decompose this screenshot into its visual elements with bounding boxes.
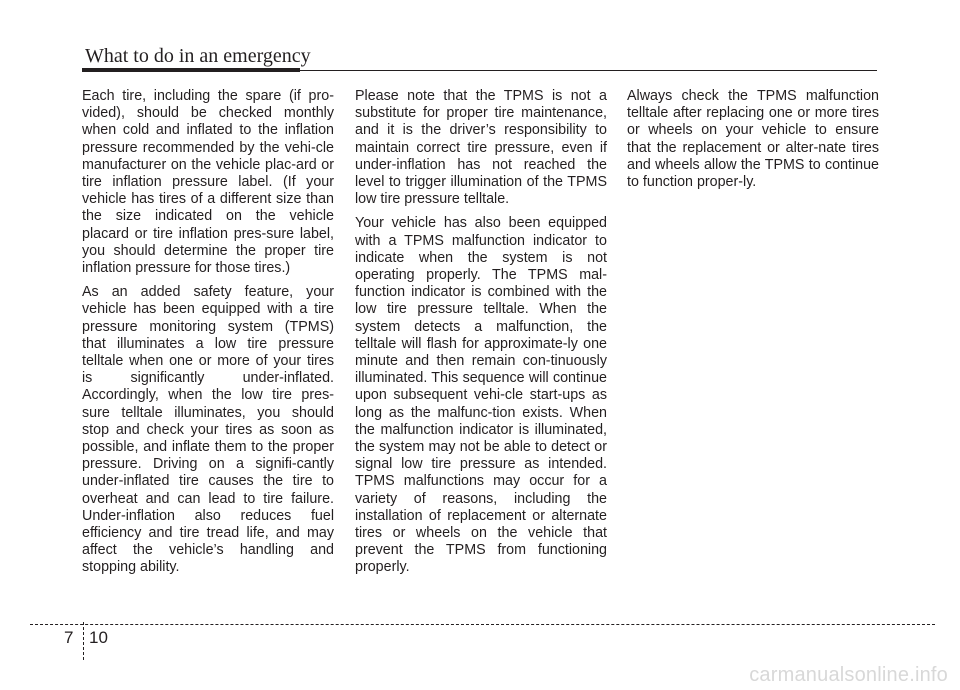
paragraph: Always check the TPMS malfunction telltale after replacing one or more tires or wheels on your vehicle to ensure that the replacement or alter-nate tires and wheels allow the TPMS to continue to function proper-ly. [627,88,879,191]
paragraph: As an added safety feature, your vehicle has been equipped with a tire pressure monitoring system (TPMS) that illuminates a low tire pressure telltale when one or more of your tires is significantly under-inflated. Accordingly, when the low tire pres-sure telltale illuminates, you should stop and check your tires as soon as possible, and inflate them to the proper pressure. Driving on a signifi-cantly under-inflated tire causes the tire to overheat and can lead to tire failure. Under-inflation also reduces fuel efficiency and tire tread life, and may affect the vehicle’s handling and stopping ability. [82,284,334,576]
chapter-number: 7 [64,628,74,647]
header-rule [82,70,877,71]
text-column-1 [82,88,334,584]
text-column-3 [627,88,879,198]
paragraph: Please note that the TPMS is not a substitute for proper tire maintenance, and it is the driver’s responsibility to maintain correct tire pressure, even if under-inflation has not reached the level to trigger illumination of the TPMS low tire pressure telltale. [355,88,607,208]
page-number: 10 [89,628,108,647]
footer-rule [30,624,935,625]
page-header-title: What to do in an emergency [85,45,311,67]
text-column-2 [355,88,607,584]
paragraph: Your vehicle has also been equipped with a TPMS malfunction indicator to indicate when the system is not operating properly. The TPMS mal-function indicator is combined with the low tire pressure telltale. When the system detects a malfunction, the telltale will flash for approximate-ly one minute and then remain con-tinuously illuminated. This sequence will continue upon subsequent vehi-cle start-ups as long as the malfunc-tion exists. When the malfunction indicator is illuminated, the system may not be able to detect or signal low tire pressure as intended. TPMS malfunctions may occur for a variety of reasons, including the installation of replacement or alternate tires or wheels on the vehicle that prevent the TPMS from functioning properly. [355,215,607,576]
paragraph: Each tire, including the spare (if pro-vided), should be checked monthly when cold and inflated to the inflation pressure recommended by the vehi-cle manufacturer on the vehicle plac-ard or tire inflation pressure label. (If your vehicle has tires of a different size than the size indicated on the vehicle placard or tire inflation pres-sure label, you should determine the proper tire inflation pressure for those tires.) [82,88,334,277]
watermark: carmanualsonline.info [749,664,948,686]
footer-divider [83,622,84,660]
